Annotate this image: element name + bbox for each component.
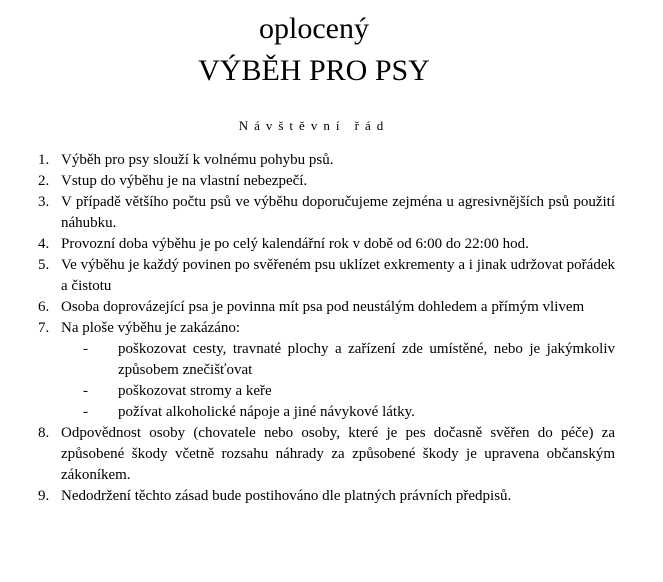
rule-item: [30, 255, 615, 297]
rule-item: [30, 318, 615, 423]
rule-text: Ve výběhu je každý povinen po svěřeném psu uklízet exkrementy a i jinak udržovat pořádek a čistotu: [61, 257, 615, 294]
prohibited-item: [61, 402, 615, 423]
prohibited-list: [61, 339, 615, 423]
rule-number: 7.: [38, 320, 50, 336]
section-heading: Návštěvní řád: [238, 118, 390, 133]
rule-number: 1.: [38, 152, 50, 168]
rule-number: 8.: [38, 425, 50, 441]
rule-text: Na ploše výběhu je zakázáno:: [61, 320, 241, 336]
prohibited-text: požívat alkoholické nápoje a jiné návykové látky.: [118, 404, 415, 420]
rule-item: [30, 486, 615, 507]
rules-list: [30, 150, 615, 507]
rule-text: V případě většího počtu psů ve výběhu doporučujeme zejména u agresivnějších psů použití náhubku.: [61, 194, 615, 231]
rule-item: [30, 297, 615, 318]
rule-text: Odpovědnost osoby (chovatele nebo osoby, které je pes dočasně svěřen do péče) za způsobené škody včetně rozsahu náhrady za způsobené škody je upravena občanským zákoníkem.: [61, 425, 615, 483]
rule-item: [30, 423, 615, 486]
rule-text: Provozní doba výběhu je po celý kalendářní rok v době od 6:00 do 22:00 hod.: [61, 236, 529, 252]
rule-number: 3.: [38, 194, 50, 210]
list-dash: -: [83, 341, 88, 357]
list-dash: -: [83, 404, 88, 420]
prohibited-text: poškozovat cesty, travnaté plochy a zařízení zde umístěné, nebo je jakýmkoliv způsobem znečišťovat: [118, 341, 615, 378]
rule-item: [30, 171, 615, 192]
prohibited-item: [61, 339, 615, 381]
rule-item: [30, 234, 615, 255]
rule-text: Osoba doprovázející psa je povinna mít psa pod neustálým dohledem a přímým vlivem: [61, 299, 585, 315]
list-dash: -: [83, 383, 88, 399]
rule-number: 2.: [38, 173, 50, 189]
rule-item: [30, 192, 615, 234]
document-title: VÝBĚH PRO PSY: [198, 54, 430, 87]
rule-number: 5.: [38, 257, 50, 273]
document-subtitle: oplocený: [259, 12, 369, 45]
rule-number: 9.: [38, 488, 50, 504]
rule-number: 6.: [38, 299, 50, 315]
rule-number: 4.: [38, 236, 50, 252]
rule-text: Výběh pro psy slouží k volnému pohybu psů.: [61, 152, 334, 168]
rule-text: Vstup do výběhu je na vlastní nebezpečí.: [61, 173, 308, 189]
rule-item: [30, 150, 615, 171]
rule-text: Nedodržení těchto zásad bude postihováno dle platných právních předpisů.: [61, 488, 512, 504]
prohibited-item: [61, 381, 615, 402]
prohibited-text: poškozovat stromy a keře: [118, 383, 272, 399]
